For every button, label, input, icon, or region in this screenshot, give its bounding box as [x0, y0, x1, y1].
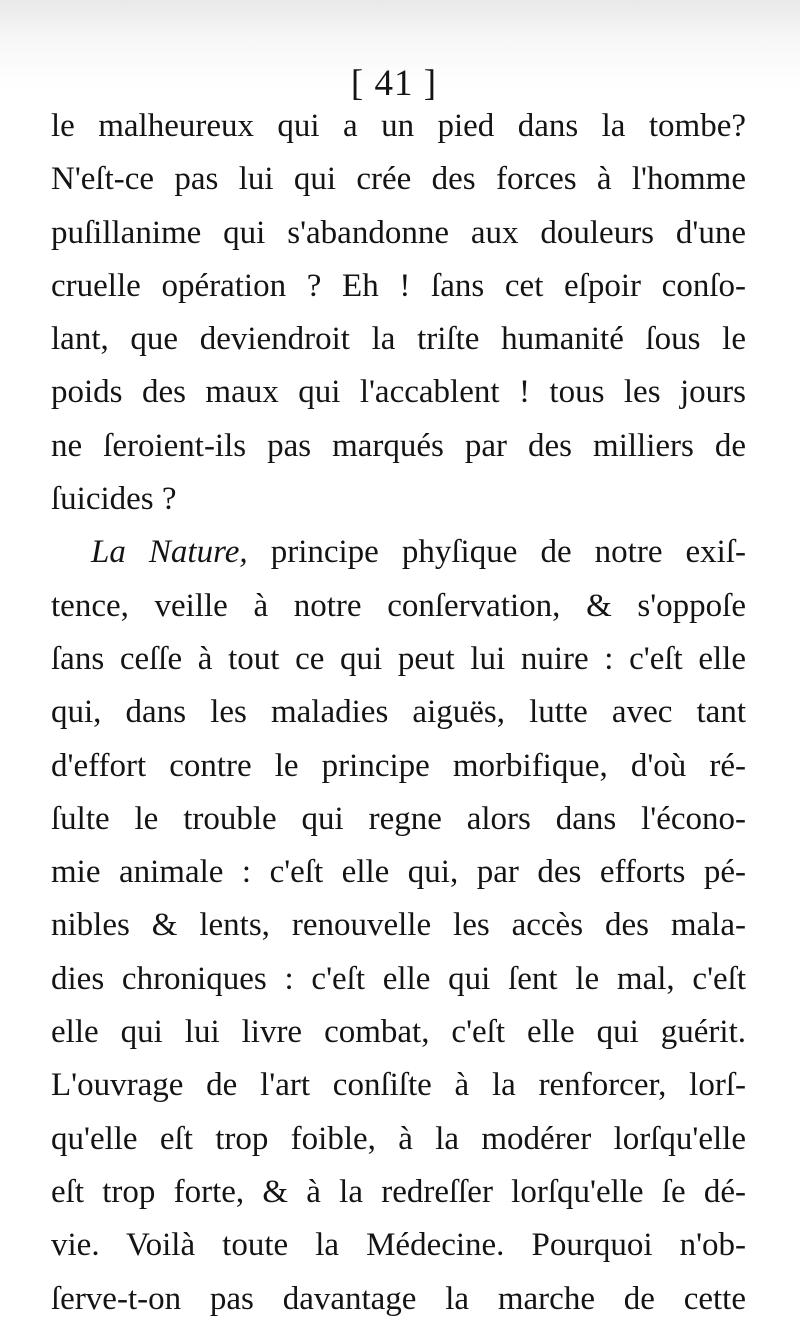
text-line-16: nibles & lents, renouvelle les accès des mala-	[51, 907, 746, 944]
body-text	[51, 100, 746, 1326]
text-line-18: elle qui lui livre combat, c'eſt elle qui guérit.	[51, 1014, 746, 1051]
text-line-8: ſuicides ?	[51, 481, 177, 518]
text-line-17: dies chroniques : c'eſt elle qui ſent le mal, c'eſt	[51, 960, 746, 997]
text-line-2: N'eſt-ce pas lui qui crée des forces à l'homme	[51, 161, 746, 198]
text-line-14: ſulte le trouble qui regne alors dans l'écono-	[51, 800, 746, 837]
text-line-13: d'effort contre le principe morbifique, d'où ré-	[51, 747, 746, 784]
text-line-11: ſans ceſſe à tout ce qui peut lui nuire : c'eſt elle	[51, 640, 746, 677]
paragraph-first-line	[51, 526, 746, 579]
text-line-19: L'ouvrage de l'art conſiſte à la renforcer, lorſ-	[51, 1067, 746, 1104]
text-line-15: mie animale : c'eſt elle qui, par des efforts pé-	[51, 854, 746, 891]
text-line-21: eſt trop forte, & à la redreſſer lorſqu'elle ſe dé-	[51, 1173, 746, 1210]
page-number: [ 41 ]	[350, 63, 438, 104]
text-line-1: le malheureux qui a un pied dans la tombe?	[51, 108, 746, 144]
text-line-7: ne ſeroient-ils pas marqués par des milliers de	[51, 427, 746, 464]
text-line-4: cruelle opération ? Eh ! ſans cet eſpoir conſo-	[51, 267, 746, 304]
text-line-5: lant, que deviendroit la triſte humanité ſous le	[51, 321, 746, 358]
text-line-6: poids des maux qui l'accablent ! tous les jours	[51, 374, 746, 411]
text-line-3: puſillanime qui s'abandonne aux douleurs d'une	[51, 214, 746, 251]
text-line-10: tence, veille à notre conſervation, & s'oppoſe	[51, 587, 746, 624]
text-line-20: qu'elle eſt trop foible, à la modérer lorſqu'elle	[51, 1120, 746, 1157]
text-line-22: vie. Voilà toute la Médecine. Pourquoi n'ob-	[51, 1227, 746, 1264]
text-line-12: qui, dans les maladies aiguës, lutte avec tant	[51, 694, 746, 731]
text-line-9: principe phyſique de notre exiſ-	[270, 534, 746, 571]
text-line-23: ſerve-t-on pas davantage la marche de cette	[51, 1280, 746, 1317]
paragraph-lead: La Nature,	[91, 534, 248, 571]
